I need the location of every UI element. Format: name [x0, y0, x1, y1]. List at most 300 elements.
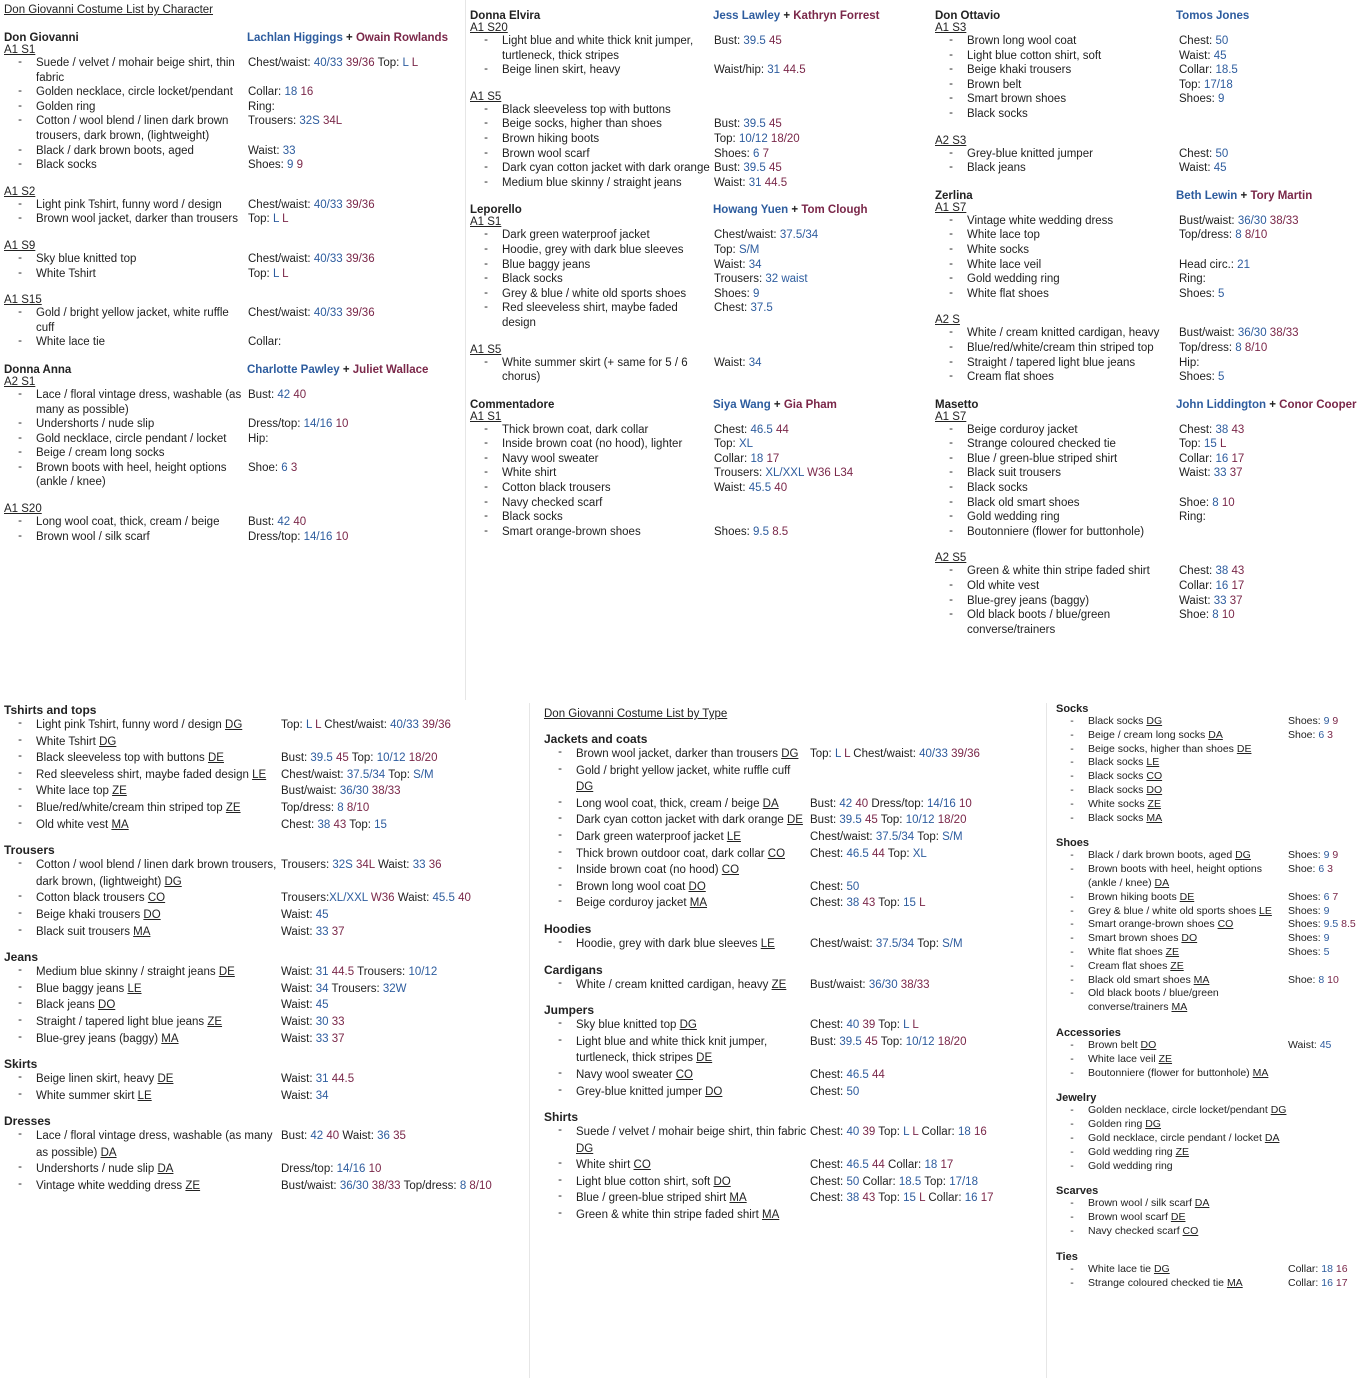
size-part: W36 L34: [807, 467, 854, 480]
size-part: 40: [293, 516, 307, 529]
character-abbr: LE: [252, 768, 267, 781]
size-part: 40: [326, 1130, 343, 1143]
costume-item: [4, 100, 462, 115]
bullet: -: [18, 251, 22, 264]
bullet: -: [558, 1066, 562, 1079]
size-part: 16: [973, 1126, 987, 1139]
size-part: Chest:: [810, 1085, 847, 1098]
type-group-title: Hoodies: [544, 921, 592, 936]
size-part: Top:: [714, 243, 739, 256]
item-text: [1088, 1053, 1288, 1067]
bullet: -: [558, 845, 562, 858]
bullet: -: [18, 1161, 22, 1174]
costume-item: [470, 132, 928, 147]
size-part: Chest:: [1179, 423, 1216, 436]
type-item: [544, 1017, 1034, 1034]
bullet: -: [18, 114, 22, 127]
size-part: 37: [331, 925, 345, 938]
bullet: -: [484, 63, 488, 76]
type-item: [4, 734, 524, 751]
scene-label: A1 S20: [4, 503, 42, 516]
item-sizes: [1179, 228, 1360, 243]
costume-item: [935, 34, 1360, 49]
bullet: -: [558, 1157, 562, 1170]
character-name: Commentadore: [470, 398, 555, 411]
size-part: 39: [862, 1019, 879, 1032]
character-abbr: MA: [1146, 811, 1163, 824]
character-abbr: DG: [679, 1019, 697, 1032]
type-group-title: Jackets and coats: [544, 732, 648, 746]
scene-label: A2 S5: [935, 552, 967, 565]
bullet: -: [949, 272, 953, 285]
character-abbr: DG: [1235, 849, 1251, 862]
item-text: [1088, 812, 1288, 826]
bullet: -: [1070, 1276, 1074, 1289]
item-sizes: [1179, 608, 1360, 623]
item-text: Hoodie, grey with dark blue sleeves: [502, 243, 684, 256]
size-part: 9: [1323, 904, 1330, 917]
item-name: White lace tie: [1088, 1262, 1152, 1275]
plus-sign: +: [339, 363, 353, 376]
costume-item: [935, 466, 1360, 481]
size-part: 9: [296, 159, 303, 172]
size-part: Waist:: [248, 144, 283, 157]
item-sizes: [1179, 92, 1360, 107]
size-part: Waist:: [714, 176, 749, 189]
item-text: [1088, 891, 1288, 905]
character-abbr: DG: [781, 748, 799, 760]
item-text: Light blue and white thick knit jumper, turtleneck, thick stripes: [502, 35, 694, 62]
item-text: Black jeans: [967, 162, 1026, 175]
size-part: Top:: [917, 830, 943, 843]
size-part: Shoes:: [714, 525, 753, 538]
costume-item: [4, 432, 462, 447]
bullet: -: [558, 1173, 562, 1186]
bullet: -: [18, 1128, 22, 1141]
type-item: [544, 1084, 1034, 1101]
item-text: Undershorts / nude slip: [36, 418, 155, 431]
size-part: Chest/waist:: [324, 719, 391, 731]
size-part: 10: [335, 530, 349, 543]
type-item: [544, 1067, 1034, 1084]
item-sizes: [1179, 78, 1360, 93]
item-text: [1088, 932, 1288, 946]
item-text: [36, 924, 281, 941]
costume-item: [4, 267, 462, 282]
bullet: -: [949, 228, 953, 241]
costume-item: [470, 496, 928, 511]
item-text: [36, 981, 281, 998]
size-part: 9: [1323, 715, 1333, 727]
item-text: Sky blue knitted top: [36, 252, 137, 265]
size-part: 36/30: [1237, 214, 1270, 227]
item-text: [1088, 863, 1288, 891]
item-sizes: [248, 114, 462, 129]
type-item: [1056, 798, 1362, 812]
size-part: L: [834, 748, 845, 760]
character-abbr: CO: [147, 892, 166, 905]
size-part: 39/36: [422, 719, 451, 731]
actor-2: Tom Clough: [801, 204, 868, 217]
type-item: [4, 924, 524, 941]
item-text: Navy wool sweater: [502, 452, 599, 465]
type-item: [544, 746, 1034, 763]
size-part: 17/18: [949, 1175, 978, 1188]
item-text: Beige socks, higher than shoes: [502, 118, 662, 131]
size-part: Top:: [878, 1192, 904, 1205]
type-group: [1056, 1027, 1362, 1080]
item-text: Black socks: [502, 511, 563, 524]
type-item: [1056, 1146, 1362, 1160]
item-name: Sky blue knitted top: [576, 1019, 677, 1032]
bullet: -: [484, 422, 488, 435]
bullet: -: [1070, 849, 1074, 862]
costume-item: [4, 446, 462, 461]
bullet: -: [949, 481, 953, 494]
item-text: Beige khaki trousers: [967, 64, 1072, 77]
character-abbr: CO: [1146, 770, 1163, 783]
bullet: -: [18, 85, 22, 98]
item-name: Black / dark brown boots, aged: [1088, 849, 1233, 862]
item-text: Black / dark brown boots, aged: [36, 144, 194, 157]
item-sizes: [1179, 341, 1360, 356]
item-text: [36, 1088, 281, 1105]
costume-item: [935, 287, 1360, 302]
item-text: Black suit trousers: [967, 467, 1061, 480]
size-part: Bust:: [248, 516, 278, 529]
item-text: [576, 846, 810, 863]
character-section: [470, 204, 928, 384]
character-abbr: DE: [1179, 890, 1195, 903]
bullet: -: [484, 117, 488, 130]
size-part: Trousers:: [281, 892, 330, 905]
size-part: 44: [872, 1159, 889, 1172]
item-name: Long wool coat, thick, cream / beige: [576, 797, 760, 810]
size-part: 45: [335, 752, 352, 765]
type-item: [4, 1014, 524, 1031]
bullet: -: [484, 161, 488, 174]
bullet: -: [18, 799, 22, 812]
item-sizes: [1288, 1277, 1362, 1291]
type-item: [1056, 1263, 1362, 1277]
size-part: 9: [1323, 932, 1330, 945]
costume-item: [4, 144, 462, 159]
item-name: Brown boots with heel, height options (ankle / knee): [1088, 863, 1262, 889]
size-part: 3: [290, 461, 298, 474]
character-abbr: DG: [1153, 1262, 1170, 1275]
bullet: -: [949, 146, 953, 159]
item-sizes: [1179, 147, 1360, 162]
size-part: 5: [1323, 945, 1330, 958]
bullet: -: [484, 451, 488, 464]
size-part: Top:: [1179, 78, 1204, 91]
item-text: Straight / tapered light blue jeans: [967, 356, 1136, 369]
size-part: 18: [957, 1126, 974, 1139]
bullet: -: [484, 175, 488, 188]
character-name: Leporello: [470, 204, 522, 217]
size-part: 43: [1231, 565, 1245, 578]
size-part: 8/10: [1244, 229, 1268, 242]
size-part: Shoe:: [1288, 973, 1319, 986]
item-text: [1088, 715, 1288, 729]
character-abbr: ZE: [1147, 797, 1161, 810]
size-part: L: [315, 719, 325, 731]
actor-2: Gia Pham: [783, 398, 837, 411]
item-sizes: [248, 530, 462, 545]
size-part: 18/20: [937, 814, 967, 827]
item-text: [36, 1071, 281, 1088]
size-part: L: [912, 1126, 922, 1139]
bullet: -: [484, 34, 488, 46]
size-part: 33: [315, 925, 332, 938]
size-part: 50: [846, 1175, 863, 1188]
costume-item: [470, 423, 928, 438]
bullet: -: [484, 272, 488, 285]
item-text: [576, 936, 810, 953]
size-part: Bust:: [714, 118, 744, 131]
scene-label: A1 S5: [470, 90, 502, 103]
item-text: [576, 763, 810, 796]
item-sizes: [1179, 423, 1360, 438]
size-part: Chest:: [1179, 147, 1216, 160]
size-part: Trousers:: [248, 115, 300, 128]
type-item: [544, 1034, 1034, 1067]
size-part: 10/12: [905, 814, 938, 827]
size-part: 14/16: [303, 418, 336, 431]
size-part: Waist:: [281, 1015, 316, 1028]
size-part: 40/33: [919, 748, 952, 760]
item-sizes: [281, 924, 524, 941]
type-item: [544, 846, 1034, 863]
size-part: Chest:: [810, 1192, 847, 1205]
item-sizes: [810, 1067, 1034, 1084]
bullet: -: [1070, 1066, 1074, 1079]
item-sizes: [248, 335, 462, 350]
item-sizes: [1179, 496, 1360, 511]
size-part: 10: [335, 418, 349, 431]
bullet: -: [1070, 1118, 1074, 1131]
bullet: -: [1070, 756, 1074, 769]
size-part: Shoe:: [1179, 609, 1213, 622]
bullet: -: [949, 242, 953, 255]
costume-item: [470, 272, 928, 287]
size-part: Shoes:: [1288, 890, 1324, 903]
costume-item: [470, 356, 928, 385]
bullet: -: [18, 923, 22, 936]
type-item: [1056, 849, 1362, 863]
item-name: Grey & blue / white old sports shoes: [1088, 904, 1257, 917]
item-name: Lace / floral vintage dress, washable (as many as possible): [36, 1130, 273, 1159]
character-name: Zerlina: [935, 189, 973, 202]
type-item: [1056, 1053, 1362, 1067]
size-part: 45: [1319, 1038, 1332, 1051]
size-part: Ring:: [248, 100, 275, 113]
size-part: 33: [315, 1032, 332, 1045]
size-part: 40: [293, 388, 307, 401]
item-text: [36, 964, 281, 981]
item-sizes: [281, 750, 524, 767]
bullet: -: [949, 213, 953, 226]
size-part: Trousers:: [714, 273, 766, 286]
bullet: -: [18, 99, 22, 112]
size-part: 8: [1235, 341, 1245, 354]
item-text: Suede / velvet / mohair beige shirt, thin fabric: [36, 57, 235, 84]
item-sizes: [810, 1174, 1034, 1191]
size-part: 45: [315, 908, 329, 921]
item-sizes: [248, 198, 462, 213]
bullet: -: [949, 340, 953, 353]
bullet: -: [949, 564, 953, 577]
size-part: Shoe:: [1179, 496, 1213, 509]
item-sizes: [714, 132, 928, 147]
item-name: Brown wool jacket, darker than trousers: [576, 748, 778, 760]
size-part: L: [903, 1126, 913, 1139]
bullet: -: [18, 266, 22, 279]
size-part: Bust/waist:: [1179, 214, 1238, 227]
item-name: Gold wedding ring: [1088, 1145, 1173, 1158]
character-name: Don Giovanni: [4, 32, 79, 44]
size-part: 39.5: [310, 752, 336, 765]
actor-names: [1176, 399, 1360, 411]
character-header: [470, 399, 928, 411]
size-part: 42: [839, 797, 856, 810]
size-part: Collar:: [248, 336, 282, 349]
type-group-title: Jewelry: [1056, 1092, 1097, 1105]
size-part: Chest:: [714, 302, 751, 315]
bullet: -: [18, 1178, 22, 1191]
character-abbr: MA: [133, 925, 151, 938]
bullet: -: [18, 143, 22, 156]
size-part: 36/30: [868, 978, 901, 991]
size-part: 43: [862, 1192, 879, 1205]
item-text: [576, 746, 810, 763]
item-name: Smart orange-brown shoes: [1088, 918, 1215, 931]
doc-title-type: Don Giovanni Costume List by Type: [544, 708, 728, 720]
item-name: Green & white thin stripe faded shirt: [576, 1209, 759, 1222]
character-abbr: MA: [762, 1209, 780, 1222]
size-part: 40: [458, 892, 471, 905]
size-part: 36/30: [1237, 327, 1270, 340]
item-text: [36, 857, 281, 890]
size-part: Top:: [248, 213, 273, 226]
size-part: Chest:: [810, 1068, 847, 1081]
item-name: Brown belt: [1088, 1038, 1138, 1051]
character-abbr: DE: [207, 752, 224, 765]
item-name: White Tshirt: [36, 735, 96, 748]
plus-sign: +: [1266, 398, 1280, 411]
type-group: [4, 1057, 524, 1104]
size-part: 45: [864, 1035, 881, 1048]
size-part: 8.5: [1341, 918, 1356, 931]
size-part: 9: [1323, 849, 1333, 862]
type-item: [1056, 784, 1362, 798]
size-part: L: [272, 213, 283, 226]
character-abbr: DE: [1170, 1211, 1186, 1224]
character-header: [935, 399, 1360, 411]
bullet: -: [18, 733, 22, 746]
item-name: Brown wool scarf: [1088, 1211, 1168, 1224]
size-part: S/M: [942, 937, 963, 950]
costume-item: [935, 510, 1360, 525]
item-sizes: [1288, 1263, 1362, 1277]
size-part: Top:: [248, 267, 273, 280]
type-group: [544, 1110, 1034, 1224]
item-text: [36, 1128, 281, 1161]
costume-item: [470, 525, 928, 540]
type-item: [4, 1178, 524, 1195]
item-text: [576, 829, 810, 846]
item-name: Beige socks, higher than shoes: [1088, 742, 1234, 755]
type-item: [1056, 1211, 1362, 1225]
scene-label: A1 S15: [4, 294, 42, 307]
size-part: 39.5: [743, 118, 769, 131]
size-part: Bust:: [281, 752, 311, 765]
item-name: Brown hiking boots: [1088, 890, 1177, 903]
size-part: Collar:: [248, 86, 285, 99]
bullet: -: [949, 34, 953, 46]
item-sizes: [714, 466, 928, 481]
type-group-title: Dresses: [4, 1114, 51, 1129]
item-sizes: [248, 56, 462, 71]
item-name: Gold necklace, circle pendant / locket: [1088, 1131, 1262, 1144]
size-part: Shoe:: [248, 461, 282, 474]
bullet: -: [1070, 904, 1074, 917]
character-header: [470, 204, 928, 216]
costume-item: [935, 214, 1360, 229]
size-part: Waist:: [714, 258, 749, 271]
size-part: Top/dress:: [1179, 229, 1236, 242]
size-part: 14/16: [303, 530, 336, 543]
type-item: [544, 1124, 1034, 1157]
bullet: -: [484, 466, 488, 479]
plus-sign: +: [780, 10, 794, 22]
item-text: Black socks: [36, 159, 97, 172]
type-item: [1056, 905, 1362, 919]
item-name: Strange coloured checked tie: [1088, 1276, 1225, 1289]
size-part: L: [411, 57, 419, 69]
size-part: 17: [1231, 452, 1245, 465]
size-part: Waist:: [397, 892, 433, 905]
item-sizes: [714, 176, 928, 191]
item-sizes: [714, 34, 928, 49]
item-sizes: [248, 212, 462, 227]
item-sizes: [1179, 326, 1360, 341]
size-part: 44.5: [764, 176, 788, 189]
item-sizes: [714, 452, 928, 467]
costume-item: [470, 228, 928, 243]
size-part: 39/36: [345, 198, 375, 211]
bullet: -: [484, 242, 488, 255]
bullet: -: [1070, 932, 1074, 945]
character-abbr: DE: [1236, 742, 1252, 755]
size-part: 37: [1229, 467, 1243, 480]
item-text: [1088, 729, 1288, 743]
item-text: [1088, 849, 1288, 863]
item-sizes: [714, 258, 928, 273]
type-group: [1056, 703, 1362, 825]
size-part: 10/12: [408, 966, 438, 979]
plus-sign: +: [342, 32, 356, 44]
type-item: [1056, 1197, 1362, 1211]
item-name: Light blue and white thick knit jumper, turtleneck, thick stripes: [576, 1035, 768, 1065]
item-text: Green & white thin stripe faded shirt: [967, 565, 1150, 578]
size-part: Top:: [349, 818, 375, 831]
size-part: Trousers:: [357, 966, 409, 979]
size-part: 14/16: [927, 797, 959, 810]
bullet: -: [18, 460, 22, 473]
bullet: -: [1070, 1104, 1074, 1117]
type-group: [544, 732, 1034, 912]
